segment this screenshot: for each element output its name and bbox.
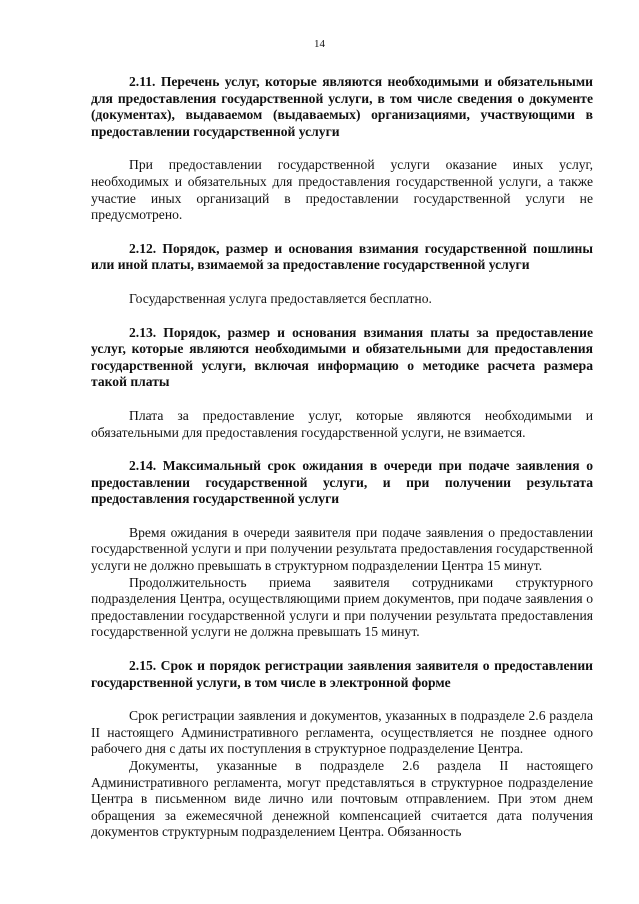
section-heading-2-13: 2.13. Порядок, размер и основания взимания платы за предоставление услуг, которые являются необходимыми и обязательными для предоставления государственной услуги, включая информацию о методике расчета размера такой платы (91, 324, 593, 390)
section-2-11-paragraph: При предоставлении государственной услуги оказание иных услуг, необходимых и обязательных для предоставления государственной услуги, а также участие иных организаций в предоставлении государственной услуги не предусмотрено. (91, 157, 593, 223)
section-heading-2-12: 2.12. Порядок, размер и основания взимания государственной пошлины или иной платы, взимаемой за предоставление государственной услуги (91, 240, 593, 273)
section-heading-2-15: 2.15. Срок и порядок регистрации заявления заявителя о предоставлении государственной услуги, в том числе в электронной форме (91, 658, 593, 690)
section-2-12-paragraph: Государственная услуга предоставляется бесплатно. (129, 290, 432, 306)
page-number: 14 (314, 38, 325, 50)
section-2-15-paragraph-1: Срок регистрации заявления и документов, указанных в подразделе 2.6 раздела II настоящего Административного регламента, осуществляется не позднее одного рабочего дня с даты их поступления в структурное подразделение Центра. (91, 708, 593, 757)
document-body (91, 74, 593, 841)
section-heading-2-11: 2.11. Перечень услуг, которые являются необходимыми и обязательными для предоставления государственной услуги, в том числе сведения о документе (документах), выдаваемом (выдаваемых) организациями, участвующими в предоставлении государственной услуги (91, 74, 593, 139)
section-2-14-paragraph-2: Продолжительность приема заявителя сотрудниками структурного подразделения Центра, осуществляющими прием документов, при подаче заявления о предоставлении государственной услуги и при получении результата предоставления государственной услуги не должна превышать 15 минут. (91, 574, 593, 640)
section-2-14-paragraph-1: Время ожидания в очереди заявителя при подаче заявления о предоставлении государственной услуги и при получении результата предоставления государственной услуги не должно превышать в структурном подразделении Центра 15 минут. (91, 524, 593, 574)
section-2-13-paragraph: Плата за предоставление услуг, которые являются необходимыми и обязательными для предоставления государственной услуги, не взимается. (91, 407, 593, 440)
section-2-15-paragraph-2: Документы, указанные в подразделе 2.6 раздела II настоящего Административного регламента, могут представляться в структурное подразделение Центра в письменном виде лично или почтовым отправлением. При этом днем обращения за ежемесячной денежной компенсацией считается дата получения документов структурным подразделением Центра. Обязанность (91, 758, 593, 840)
section-heading-2-14: 2.14. Максимальный срок ожидания в очереди при подаче заявления о предоставлении государственной услуги, и при получении результата предоставления государственной услуги (91, 458, 593, 507)
